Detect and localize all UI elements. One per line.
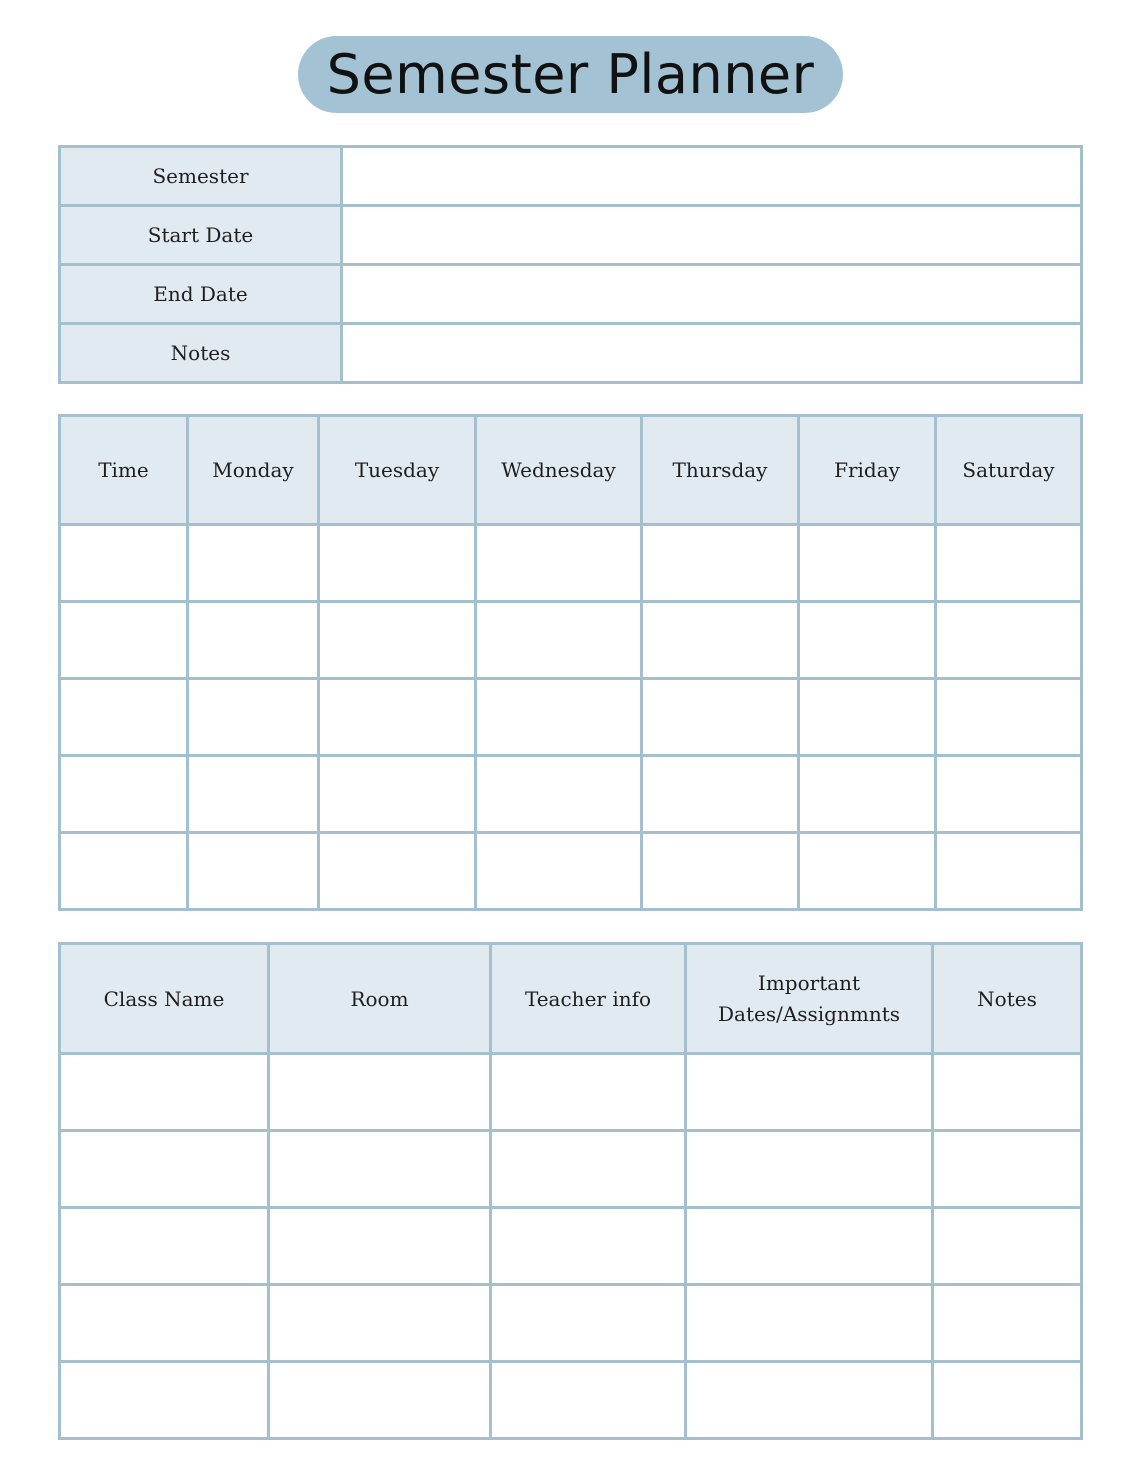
schedule-cell[interactable] [188, 833, 319, 910]
classes-header-row [60, 944, 1082, 1054]
schedule-cell[interactable] [60, 602, 188, 679]
schedule-cell[interactable] [60, 833, 188, 910]
important-line-1: Important [757, 970, 861, 995]
schedule-cell[interactable] [476, 602, 642, 679]
schedule-header-friday: Friday [799, 416, 936, 525]
schedule-row [60, 602, 1082, 679]
title-banner [298, 36, 843, 113]
classes-cell[interactable] [269, 1054, 491, 1131]
classes-header-room: Room [269, 944, 491, 1054]
schedule-cell[interactable] [60, 756, 188, 833]
classes-cell[interactable] [491, 1131, 686, 1208]
schedule-cell[interactable] [319, 525, 476, 602]
schedule-cell[interactable] [60, 525, 188, 602]
schedule-cell[interactable] [319, 756, 476, 833]
classes-cell[interactable] [60, 1131, 269, 1208]
classes-cell[interactable] [60, 1208, 269, 1285]
schedule-cell[interactable] [936, 756, 1082, 833]
schedule-header-tuesday: Tuesday [319, 416, 476, 525]
schedule-cell[interactable] [476, 525, 642, 602]
info-row-start-date [60, 206, 1082, 265]
info-row-end-date [60, 265, 1082, 324]
info-row-notes [60, 324, 1082, 383]
classes-row [60, 1054, 1082, 1131]
schedule-cell[interactable] [936, 525, 1082, 602]
schedule-row [60, 756, 1082, 833]
schedule-header-wednesday: Wednesday [476, 416, 642, 525]
schedule-cell[interactable] [642, 525, 799, 602]
classes-cell[interactable] [491, 1362, 686, 1439]
classes-cell[interactable] [60, 1054, 269, 1131]
schedule-cell[interactable] [936, 833, 1082, 910]
schedule-cell[interactable] [188, 602, 319, 679]
classes-cell[interactable] [491, 1054, 686, 1131]
schedule-cell[interactable] [476, 756, 642, 833]
important-line-2: Dates/Assignmnts [717, 1001, 901, 1026]
schedule-cell[interactable] [799, 833, 936, 910]
classes-cell[interactable] [686, 1131, 933, 1208]
schedule-cell[interactable] [936, 602, 1082, 679]
classes-cell[interactable] [60, 1285, 269, 1362]
schedule-cell[interactable] [319, 602, 476, 679]
classes-header-teacher-info: Teacher info [491, 944, 686, 1054]
schedule-header-thursday: Thursday [642, 416, 799, 525]
classes-cell[interactable] [686, 1285, 933, 1362]
classes-cell[interactable] [686, 1208, 933, 1285]
semester-label: Semester [60, 147, 342, 206]
schedule-cell[interactable] [799, 525, 936, 602]
schedule-header-time: Time [60, 416, 188, 525]
semester-field[interactable] [342, 147, 1082, 206]
classes-table [58, 942, 1083, 1440]
start-date-field[interactable] [342, 206, 1082, 265]
info-row-semester [60, 147, 1082, 206]
classes-cell[interactable] [491, 1285, 686, 1362]
classes-header-notes: Notes [933, 944, 1082, 1054]
end-date-label: End Date [60, 265, 342, 324]
schedule-header-row [60, 416, 1082, 525]
page-title: Semester Planner [326, 43, 815, 106]
classes-row [60, 1131, 1082, 1208]
classes-cell[interactable] [933, 1054, 1082, 1131]
schedule-row [60, 833, 1082, 910]
schedule-cell[interactable] [799, 756, 936, 833]
classes-cell[interactable] [933, 1285, 1082, 1362]
schedule-cell[interactable] [188, 525, 319, 602]
schedule-cell[interactable] [60, 679, 188, 756]
classes-cell[interactable] [686, 1054, 933, 1131]
classes-cell[interactable] [269, 1208, 491, 1285]
schedule-row [60, 679, 1082, 756]
schedule-cell[interactable] [936, 679, 1082, 756]
schedule-cell[interactable] [799, 602, 936, 679]
weekly-schedule-table [58, 414, 1083, 911]
classes-header-important-dates [686, 944, 933, 1054]
schedule-cell[interactable] [319, 833, 476, 910]
schedule-cell[interactable] [188, 756, 319, 833]
schedule-cell[interactable] [642, 679, 799, 756]
classes-cell[interactable] [269, 1131, 491, 1208]
classes-cell[interactable] [686, 1362, 933, 1439]
end-date-field[interactable] [342, 265, 1082, 324]
schedule-header-monday: Monday [188, 416, 319, 525]
classes-cell[interactable] [933, 1362, 1082, 1439]
start-date-label: Start Date [60, 206, 342, 265]
schedule-cell[interactable] [188, 679, 319, 756]
classes-cell[interactable] [933, 1208, 1082, 1285]
classes-cell[interactable] [269, 1362, 491, 1439]
notes-field[interactable] [342, 324, 1082, 383]
classes-row [60, 1285, 1082, 1362]
classes-cell[interactable] [60, 1362, 269, 1439]
schedule-cell[interactable] [642, 756, 799, 833]
schedule-header-saturday: Saturday [936, 416, 1082, 525]
schedule-row [60, 525, 1082, 602]
schedule-cell[interactable] [642, 833, 799, 910]
schedule-cell[interactable] [799, 679, 936, 756]
schedule-cell[interactable] [476, 833, 642, 910]
classes-header-class-name: Class Name [60, 944, 269, 1054]
schedule-cell[interactable] [319, 679, 476, 756]
classes-row [60, 1208, 1082, 1285]
semester-info-table [58, 145, 1083, 384]
schedule-cell[interactable] [476, 679, 642, 756]
notes-label: Notes [60, 324, 342, 383]
classes-cell[interactable] [933, 1131, 1082, 1208]
classes-cell[interactable] [491, 1208, 686, 1285]
classes-cell[interactable] [269, 1285, 491, 1362]
schedule-cell[interactable] [642, 602, 799, 679]
classes-row [60, 1362, 1082, 1439]
